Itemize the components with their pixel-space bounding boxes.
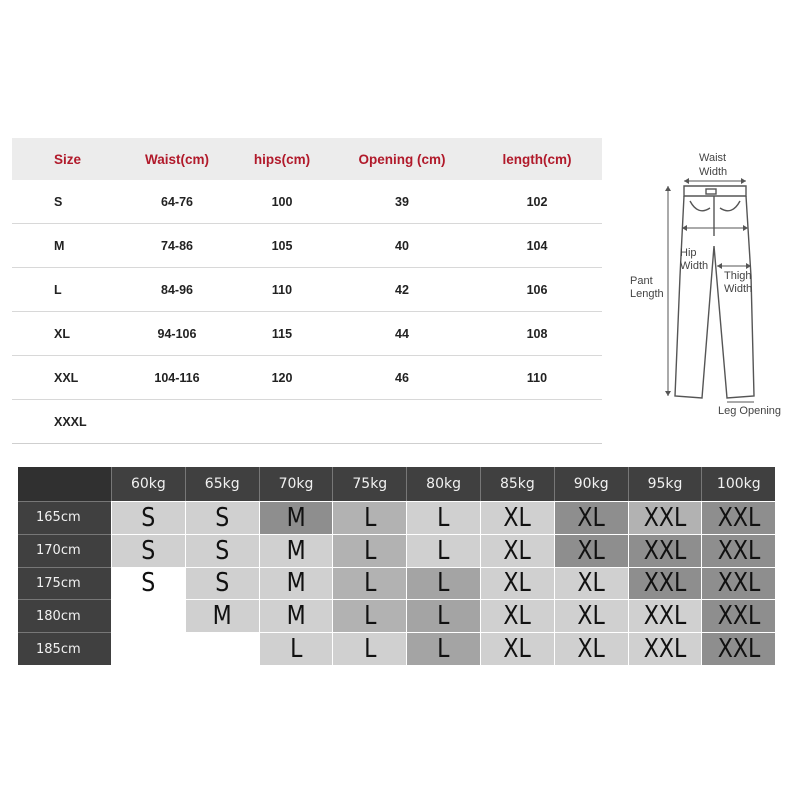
table-row <box>12 312 602 356</box>
size-recommendation-label: XXL <box>717 634 761 665</box>
size-recommendation-label: S <box>141 568 156 599</box>
size-recommendation-label: S <box>141 535 156 566</box>
arrow-head <box>717 263 722 269</box>
size-recommendation-cell <box>259 632 333 665</box>
size-recommendation-cell <box>628 567 702 600</box>
size-recommendation-cell <box>554 534 628 567</box>
size-cell: XXL <box>54 370 79 385</box>
size-recommendation-cell <box>185 534 259 567</box>
size-recommendation-cell <box>554 632 628 665</box>
size-recommendation-label: L <box>437 502 450 533</box>
header-length: length(cm) <box>502 151 572 167</box>
size-recommendation-label: XXL <box>643 601 687 632</box>
size-cell: XXXL <box>54 414 87 429</box>
arrow-head <box>665 186 671 191</box>
size-recommendation-cell <box>480 567 554 600</box>
waist-width-label-line1: Waist <box>699 152 727 164</box>
size-recommendation-cell <box>332 501 406 534</box>
size-recommendation-label: XL <box>503 535 532 566</box>
size-recommendation-label: XXL <box>717 568 761 599</box>
size-cell: L <box>54 282 62 297</box>
waist-width-label-line2: Width <box>699 166 728 178</box>
size-recommendation-label: XL <box>577 502 605 533</box>
size-recommendation-label: S <box>215 502 230 533</box>
table-row <box>12 268 602 312</box>
weight-column-header: 80kg <box>406 467 480 501</box>
header-waist: Waist(cm) <box>144 151 209 167</box>
size-recommendation-cell <box>259 534 333 567</box>
thigh-width-label-line1: Thigh <box>724 270 752 282</box>
size-cell: S <box>54 194 63 209</box>
size-recommendation-label: L <box>437 535 450 566</box>
height-weight-size-chart <box>18 467 775 665</box>
size-recommendation-cell <box>111 567 185 600</box>
weight-column-header: 75kg <box>332 467 406 501</box>
size-recommendation-cell <box>332 632 406 665</box>
weight-column-header: 90kg <box>554 467 628 501</box>
length-cell: 108 <box>526 326 548 341</box>
hip-width-label-line2: Width <box>680 260 709 272</box>
size-recommendation-cell <box>628 632 702 665</box>
size-recommendation-cell <box>701 567 775 600</box>
size-recommendation-label: L <box>363 568 376 599</box>
size-recommendation-cell <box>185 599 259 632</box>
weight-column-header: 85kg <box>480 467 554 501</box>
height-weight-grid <box>18 467 775 665</box>
size-recommendation-label: L <box>363 634 376 665</box>
size-recommendation-cell <box>628 501 702 534</box>
size-recommendation-label: XXL <box>717 502 761 533</box>
height-row-header: 170cm <box>18 534 111 567</box>
length-cell: 104 <box>526 238 548 253</box>
size-recommendation-cell <box>406 567 480 600</box>
size-recommendation-cell <box>406 534 480 567</box>
waist-cell: 104-116 <box>154 370 200 385</box>
size-recommendation-label: L <box>363 535 376 566</box>
height-row-header: 175cm <box>18 567 111 600</box>
size-recommendation-cell <box>628 599 702 632</box>
pant-length-label-line1: Pant <box>630 275 653 287</box>
size-recommendation-label: XXL <box>717 535 761 566</box>
size-measurement-table <box>12 138 602 444</box>
size-recommendation-label: L <box>363 601 376 632</box>
weight-column-header: 95kg <box>628 467 702 501</box>
size-recommendation-cell <box>332 599 406 632</box>
table-row <box>12 356 602 400</box>
length-cell: 106 <box>526 282 548 297</box>
arrow-head <box>665 391 671 396</box>
size-recommendation-cell <box>111 534 185 567</box>
size-recommendation-label: XL <box>577 568 605 599</box>
arrow-head <box>741 178 746 184</box>
size-recommendation-label: XXL <box>643 535 687 566</box>
size-recommendation-label: XL <box>577 601 605 632</box>
height-row-header: 180cm <box>18 599 111 632</box>
leg-opening-label: Leg Opening <box>718 405 781 417</box>
weight-column-header: 60kg <box>111 467 185 501</box>
hips-cell: 115 <box>271 326 293 341</box>
size-recommendation-cell <box>701 599 775 632</box>
size-recommendation-label: XL <box>577 634 605 665</box>
size-cell: XL <box>54 326 70 341</box>
size-recommendation-label: L <box>437 568 450 599</box>
size-recommendation-cell <box>480 599 554 632</box>
size-recommendation-cell <box>332 567 406 600</box>
size-recommendation-cell <box>628 534 702 567</box>
size-recommendation-label: XXL <box>643 502 687 533</box>
length-cell: 110 <box>526 370 548 385</box>
size-recommendation-label: XL <box>503 634 532 665</box>
pants-measurement-diagram <box>620 146 795 426</box>
height-row-header: 185cm <box>18 632 111 665</box>
hips-cell: 120 <box>271 370 293 385</box>
size-recommendation-label: L <box>363 502 376 533</box>
header-opening: Opening (cm) <box>358 151 446 167</box>
weight-column-header: 70kg <box>259 467 333 501</box>
grid-corner <box>18 467 111 501</box>
waist-cell: 94-106 <box>157 326 197 341</box>
pant-length-label-line2: Length <box>630 288 664 300</box>
table-row <box>12 180 602 224</box>
size-recommendation-cell <box>332 534 406 567</box>
size-recommendation-label: L <box>437 634 450 665</box>
header-size: Size <box>54 151 82 167</box>
weight-column-header: 65kg <box>185 467 259 501</box>
size-recommendation-label: L <box>437 601 450 632</box>
size-recommendation-label: M <box>286 601 306 632</box>
size-recommendation-cell <box>480 632 554 665</box>
size-recommendation-label: S <box>215 568 230 599</box>
size-recommendation-label: XL <box>577 535 605 566</box>
size-table-header <box>12 138 602 180</box>
size-recommendation-cell <box>701 632 775 665</box>
size-recommendation-cell <box>406 632 480 665</box>
size-recommendation-cell <box>259 567 333 600</box>
opening-cell: 40 <box>395 238 409 253</box>
hip-width-label-line1: Hip <box>680 247 697 259</box>
size-recommendation-cell <box>111 599 185 632</box>
weight-column-header: 100kg <box>701 467 775 501</box>
size-recommendation-cell <box>259 501 333 534</box>
size-recommendation-cell <box>701 501 775 534</box>
size-recommendation-label: L <box>289 634 303 665</box>
size-recommendation-label: M <box>212 601 232 632</box>
size-recommendation-cell <box>554 599 628 632</box>
size-recommendation-label: S <box>215 535 230 566</box>
size-recommendation-label: XXL <box>717 601 761 632</box>
waist-cell: 64-76 <box>161 194 193 209</box>
size-recommendation-cell <box>406 501 480 534</box>
size-recommendation-cell <box>185 632 259 665</box>
size-recommendation-label: S <box>141 502 156 533</box>
size-recommendation-label: XL <box>503 601 532 632</box>
size-recommendation-label: XXL <box>643 634 687 665</box>
size-recommendation-label: M <box>286 535 306 566</box>
waist-cell: 84-96 <box>161 282 193 297</box>
opening-cell: 46 <box>395 370 409 385</box>
hips-cell: 100 <box>271 194 293 209</box>
opening-cell: 39 <box>395 194 409 209</box>
table-row <box>12 400 602 444</box>
size-cell: M <box>54 238 65 253</box>
size-recommendation-cell <box>701 534 775 567</box>
size-recommendation-cell <box>111 632 185 665</box>
size-recommendation-label: XXL <box>643 568 687 599</box>
table-row <box>12 224 602 268</box>
height-row-header: 165cm <box>18 501 111 534</box>
arrow-head <box>684 178 689 184</box>
size-recommendation-label: XL <box>503 568 532 599</box>
size-recommendation-cell <box>185 567 259 600</box>
size-recommendation-label: M <box>286 502 306 533</box>
size-recommendation-cell <box>480 534 554 567</box>
hips-cell: 105 <box>271 238 293 253</box>
header-hips: hips(cm) <box>253 151 311 167</box>
size-recommendation-cell <box>480 501 554 534</box>
waist-cell: 74-86 <box>161 238 193 253</box>
size-recommendation-cell <box>259 599 333 632</box>
size-recommendation-cell <box>554 501 628 534</box>
thigh-width-label-line2: Width <box>724 283 753 295</box>
hips-cell: 110 <box>271 282 293 297</box>
size-recommendation-label: XL <box>503 502 532 533</box>
length-cell: 102 <box>526 194 548 209</box>
size-recommendation-cell <box>554 567 628 600</box>
size-recommendation-label: M <box>286 568 306 599</box>
size-recommendation-cell <box>111 501 185 534</box>
opening-cell: 42 <box>395 282 409 297</box>
size-recommendation-cell <box>406 599 480 632</box>
opening-cell: 44 <box>395 326 409 341</box>
size-recommendation-cell <box>185 501 259 534</box>
